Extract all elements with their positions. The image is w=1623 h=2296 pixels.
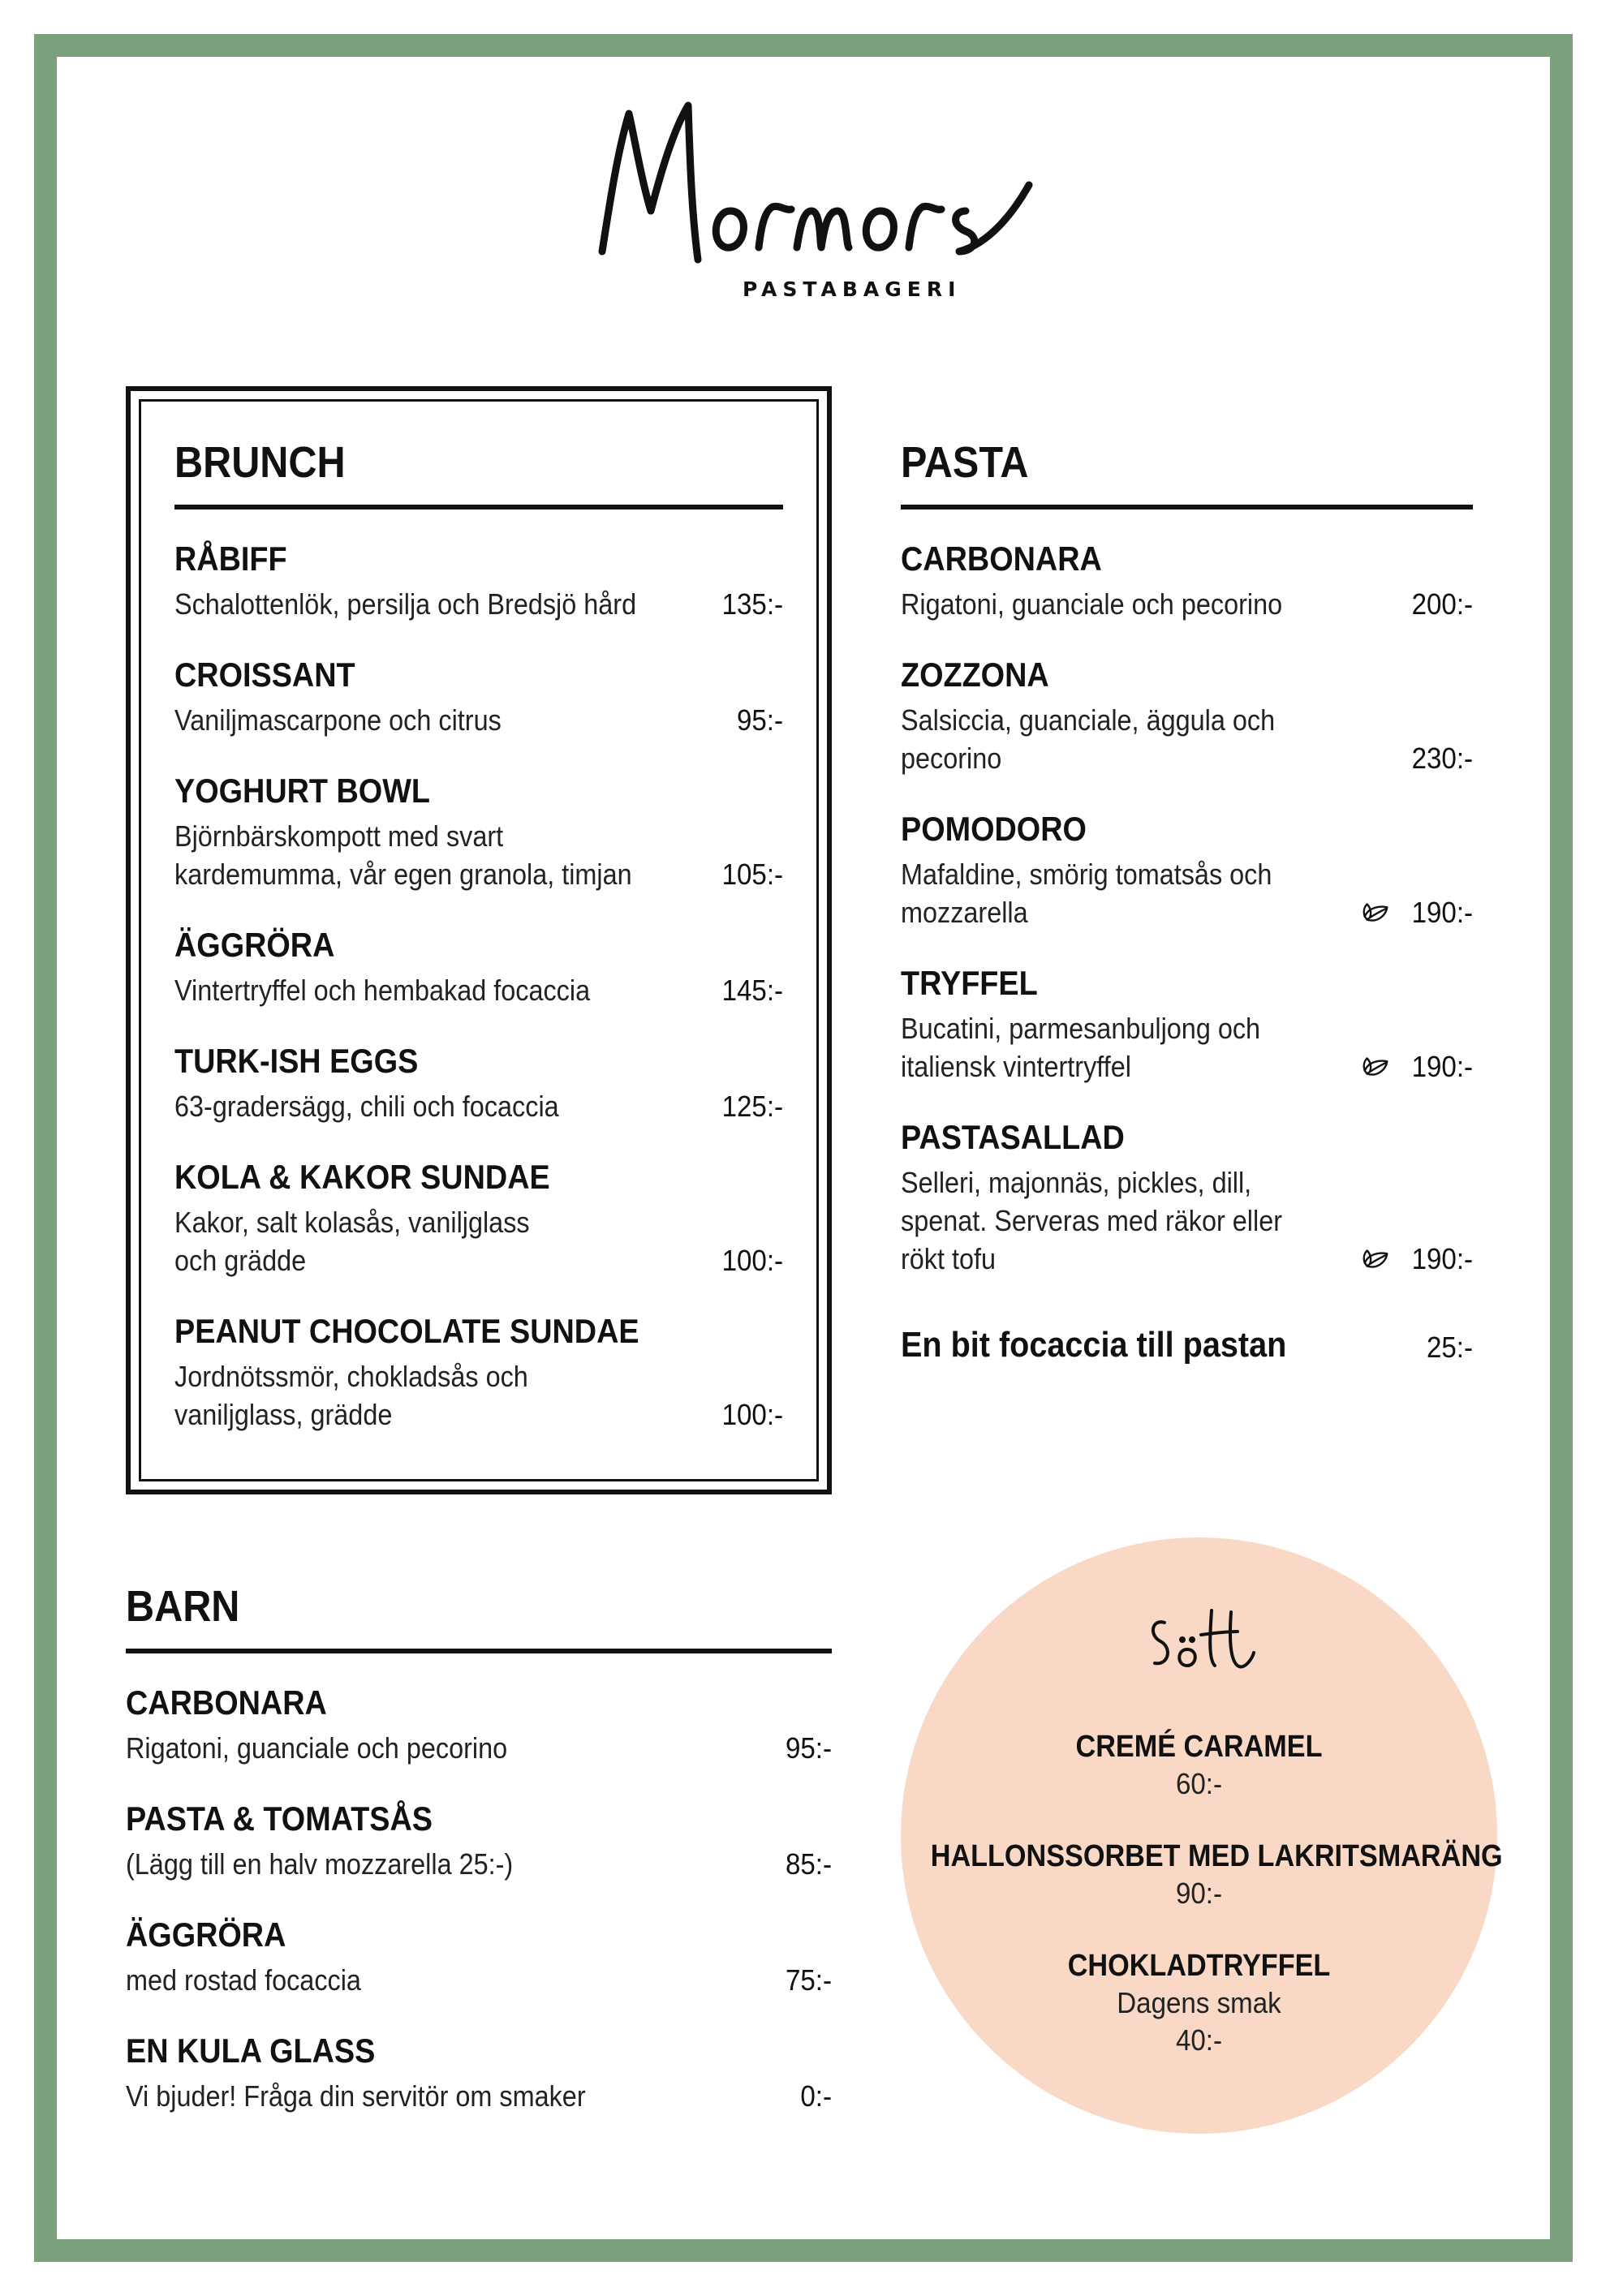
dessert-item-name: HALLONSSORBET MED LAKRITSMARÄNG — [930, 1839, 1503, 1873]
pasta-item — [901, 656, 1473, 777]
brand-script-wordmark — [584, 89, 1039, 268]
brunch-item-price: 105:- — [721, 858, 783, 891]
dessert-item-note: Dagens smak — [1117, 1986, 1281, 2019]
brunch-item — [174, 926, 783, 1009]
pasta-section — [901, 438, 1473, 1395]
brunch-item-name: RÅBIFF — [174, 540, 287, 578]
brunch-item — [174, 1042, 783, 1125]
dessert-item-price: 40:- — [1175, 2023, 1223, 2057]
brunch-item-description: Kakor, salt kolasås, vaniljglass och grädde — [174, 1206, 530, 1277]
pasta-item — [901, 810, 1473, 931]
pasta-item-name: ZOZZONA — [901, 656, 1049, 694]
brunch-section — [174, 438, 783, 1477]
pasta-item-name: POMODORO — [901, 810, 1087, 848]
leaf-icon — [1361, 896, 1392, 927]
dessert-item-price: 60:- — [1175, 1767, 1223, 1800]
dessert-item — [901, 1947, 1497, 2059]
brunch-item-price: 95:- — [736, 703, 783, 737]
brunch-heading: BRUNCH — [174, 438, 346, 487]
brunch-item-description: Vintertryffel och hembakad focaccia — [174, 974, 591, 1007]
focaccia-addon — [901, 1325, 1473, 1365]
kids-section — [126, 1582, 832, 2134]
brunch-item-description: Jordnötssmör, chokladsås och vaniljglass, grädde — [174, 1360, 528, 1431]
kids-item-description: Vi bjuder! Fråga din servitör om smaker — [126, 2079, 586, 2113]
kids-item-price: 75:- — [785, 1963, 832, 1997]
dessert-script-title — [1140, 1602, 1262, 1683]
pasta-item-name: CARBONARA — [901, 540, 1102, 578]
brunch-item-name: ÄGGRÖRA — [174, 926, 335, 964]
focaccia-addon-name: En bit focaccia till pastan — [901, 1325, 1287, 1365]
focaccia-addon-price: 25:- — [1426, 1331, 1473, 1364]
brunch-item-price: 100:- — [721, 1244, 783, 1277]
brunch-item-price: 145:- — [721, 974, 783, 1007]
pasta-divider — [901, 505, 1473, 510]
pasta-item-price: 190:- — [1411, 1242, 1473, 1275]
kids-item — [126, 1915, 832, 1999]
kids-item-price: 95:- — [785, 1731, 832, 1765]
dessert-item-price: 90:- — [1175, 1877, 1223, 1910]
kids-item-description: (Lägg till en halv mozzarella 25:-) — [126, 1847, 514, 1881]
brunch-item-price: 135:- — [721, 587, 783, 621]
brunch-item-description: 63-gradersägg, chili och focaccia — [174, 1090, 559, 1123]
brand-subtitle: PASTABAGERI — [743, 277, 962, 301]
brand-logo — [584, 89, 1039, 333]
brunch-item-price: 125:- — [721, 1090, 783, 1123]
brunch-item-name: YOGHURT BOWL — [174, 772, 430, 810]
kids-item — [126, 1683, 832, 1767]
pasta-item-description: Salsiccia, guanciale, äggula och pecorino — [901, 703, 1276, 775]
brunch-item-description: Vaniljmascarpone och citrus — [174, 703, 502, 737]
pasta-item — [901, 540, 1473, 623]
pasta-item-price: 230:- — [1411, 742, 1473, 775]
kids-item — [126, 1799, 832, 1883]
pasta-item-description: Selleri, majonnäs, pickles, dill, spenat. Serveras med räkor eller rökt tofu — [901, 1166, 1283, 1275]
pasta-item-description: Rigatoni, guanciale och pecorino — [901, 587, 1283, 621]
brunch-item — [174, 656, 783, 739]
kids-heading: BARN — [126, 1582, 240, 1631]
brunch-item-name: KOLA & KAKOR SUNDAE — [174, 1158, 550, 1196]
kids-item-price: 0:- — [800, 2079, 832, 2113]
pasta-item — [901, 1118, 1473, 1278]
pasta-item-name: TRYFFEL — [901, 964, 1038, 1002]
brunch-item — [174, 540, 783, 623]
kids-item-price: 85:- — [785, 1847, 832, 1881]
kids-item — [126, 2032, 832, 2115]
dessert-item-name: CREMÉ CARAMEL — [1075, 1730, 1323, 1764]
brunch-item — [174, 1312, 783, 1434]
brunch-item-name: CROISSANT — [174, 656, 355, 694]
kids-item-name: CARBONARA — [126, 1683, 327, 1722]
leaf-icon — [1361, 1243, 1392, 1274]
pasta-item-description: Bucatini, parmesanbuljong och italiensk vintertryffel — [901, 1012, 1261, 1083]
kids-item-name: EN KULA GLASS — [126, 2032, 376, 2070]
brunch-item-description: Schalottenlök, persilja och Bredsjö hård — [174, 587, 637, 621]
brunch-item-name: TURK-ISH EGGS — [174, 1042, 419, 1080]
leaf-icon — [1361, 1051, 1392, 1081]
pasta-item-price: 190:- — [1411, 896, 1473, 929]
dessert-item-name: CHOKLADTRYFFEL — [1067, 1949, 1331, 1983]
pasta-item — [901, 964, 1473, 1086]
pasta-item-description: Mafaldine, smörig tomatsås och mozzarella — [901, 858, 1272, 929]
pasta-heading: PASTA — [901, 438, 1029, 487]
brunch-item-price: 100:- — [721, 1398, 783, 1431]
kids-item-name: ÄGGRÖRA — [126, 1915, 286, 1954]
dessert-item — [901, 1838, 1503, 1912]
brunch-divider — [174, 505, 783, 510]
kids-item-name: PASTA & TOMATSÅS — [126, 1799, 433, 1838]
brunch-item-description: Björnbärskompott med svart kardemumma, vår egen granola, timjan — [174, 819, 632, 891]
pasta-item-price: 200:- — [1411, 587, 1473, 621]
brunch-item-name: PEANUT CHOCOLATE SUNDAE — [174, 1312, 639, 1350]
kids-divider — [126, 1649, 832, 1653]
brunch-item — [174, 1158, 783, 1279]
kids-item-description: med rostad focaccia — [126, 1963, 361, 1997]
pasta-item-name: PASTASALLAD — [901, 1118, 1125, 1156]
brunch-item — [174, 772, 783, 893]
pasta-item-price: 190:- — [1411, 1050, 1473, 1083]
dessert-item — [901, 1728, 1497, 1803]
kids-item-description: Rigatoni, guanciale och pecorino — [126, 1731, 508, 1765]
